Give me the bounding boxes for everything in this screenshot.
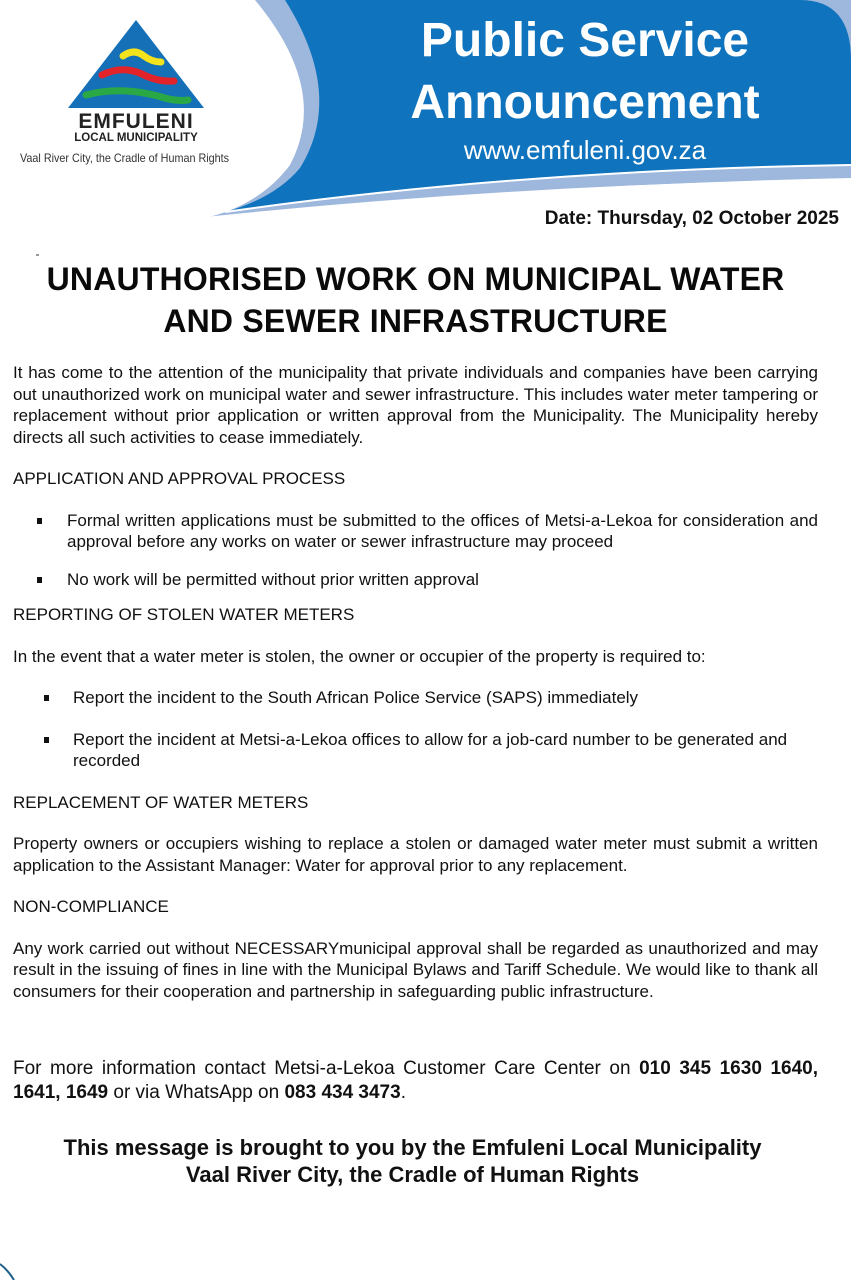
square-bullet-icon <box>44 737 49 743</box>
triangle-waves-logo-icon <box>66 18 206 110</box>
contact-prefix: For more information contact Metsi-a-Lekoa Customer Care Center on <box>13 1058 640 1079</box>
document-title-line2: AND SEWER INFRASTRUCTURE <box>163 303 668 339</box>
footer-message <box>0 1134 825 1188</box>
contact-middle: or via WhatsApp on <box>108 1082 285 1103</box>
square-bullet-icon <box>37 518 42 524</box>
replacement-paragraph: Property owners or occupiers wishing to replace a stolen or damaged water meter must submit a written application to the Assistant Manager: Water for approval prior to any replacement. <box>13 834 818 875</box>
stray-mark <box>36 254 39 256</box>
list-item <box>13 687 818 709</box>
logo-tagline: Vaal River City, the Cradle of Human Rights <box>20 151 230 165</box>
section-heading-stolen-meters: REPORTING OF STOLEN WATER METERS <box>13 605 355 624</box>
section-heading-application: APPLICATION AND APPROVAL PROCESS <box>13 469 346 488</box>
intro-paragraph: It has come to the attention of the municipality that private individuals and companies have been carrying out unauthorized work on municipal water and sewer infrastructure. This includes water meter tampering or replacement without prior application or written approval from the Municipality. The Municipality hereby directs all such activities to cease immediately. <box>13 363 818 447</box>
website-link[interactable]: www.emfuleni.gov.za <box>463 135 707 165</box>
banner-title <box>360 10 810 134</box>
non-compliance-paragraph: Any work carried out without NECESSARYmunicipal approval shall be regarded as unauthorized and may result in the issuing of fines in line with the Municipal Bylaws and Tariff Schedule. We would like to thank all consumers for their cooperation and partnership in safeguarding public infrastructure. <box>13 938 818 1001</box>
stolen-meters-bullet-list <box>13 687 818 772</box>
logo-subtitle: LOCAL MUNICIPALITY <box>74 132 198 144</box>
square-bullet-icon <box>37 577 42 583</box>
announcement-date: Date: Thursday, 02 October 2025 <box>544 208 839 229</box>
section-heading-replacement: REPLACEMENT OF WATER METERS <box>13 792 309 812</box>
phone-numbers[interactable]: 010 345 1630 1640, 1641, 1649 <box>13 1058 818 1103</box>
application-bullet-list <box>13 510 818 591</box>
stolen-meters-paragraph: In the event that a water meter is stolen, the owner or occupier of the property is required to: <box>13 646 706 666</box>
list-item <box>13 510 818 553</box>
list-item <box>13 569 818 591</box>
square-bullet-icon <box>44 695 49 701</box>
document-title-line1: UNAUTHORISED WORK ON MUNICIPAL WATER <box>46 261 785 297</box>
list-item-text: Report the incident at Metsi-a-Lekoa offices to allow for a job-card number to be generated and recorded <box>73 729 788 770</box>
municipality-logo <box>20 18 240 168</box>
document-body <box>13 362 818 1022</box>
list-item <box>13 729 818 772</box>
list-item-text: Formal written applications must be submitted to the offices of Metsi-a-Lekoa for consideration and approval before any works on water or sewer infrastructure may proceed <box>67 510 818 551</box>
footer-line2: Vaal River City, the Cradle of Human Rights <box>185 1162 640 1187</box>
contact-info <box>13 1057 818 1105</box>
banner-title-line2: Announcement <box>410 76 760 129</box>
whatsapp-number[interactable]: 083 434 3473 <box>284 1082 401 1103</box>
footer-line1: This message is brought to you by the Emfuleni Local Municipality <box>63 1135 762 1160</box>
banner-title-line1: Public Service <box>420 14 750 67</box>
header <box>0 0 851 235</box>
section-heading-non-compliance: NON-COMPLIANCE <box>13 897 169 916</box>
logo-name: EMFULENI <box>78 110 194 133</box>
list-item-text: No work will be permitted without prior written approval <box>67 569 479 589</box>
list-item-text: Report the incident to the South African Police Service (SAPS) immediately <box>73 688 639 707</box>
contact-suffix: . <box>400 1082 406 1103</box>
document-title <box>0 258 831 342</box>
corner-curve-icon <box>0 1262 30 1280</box>
